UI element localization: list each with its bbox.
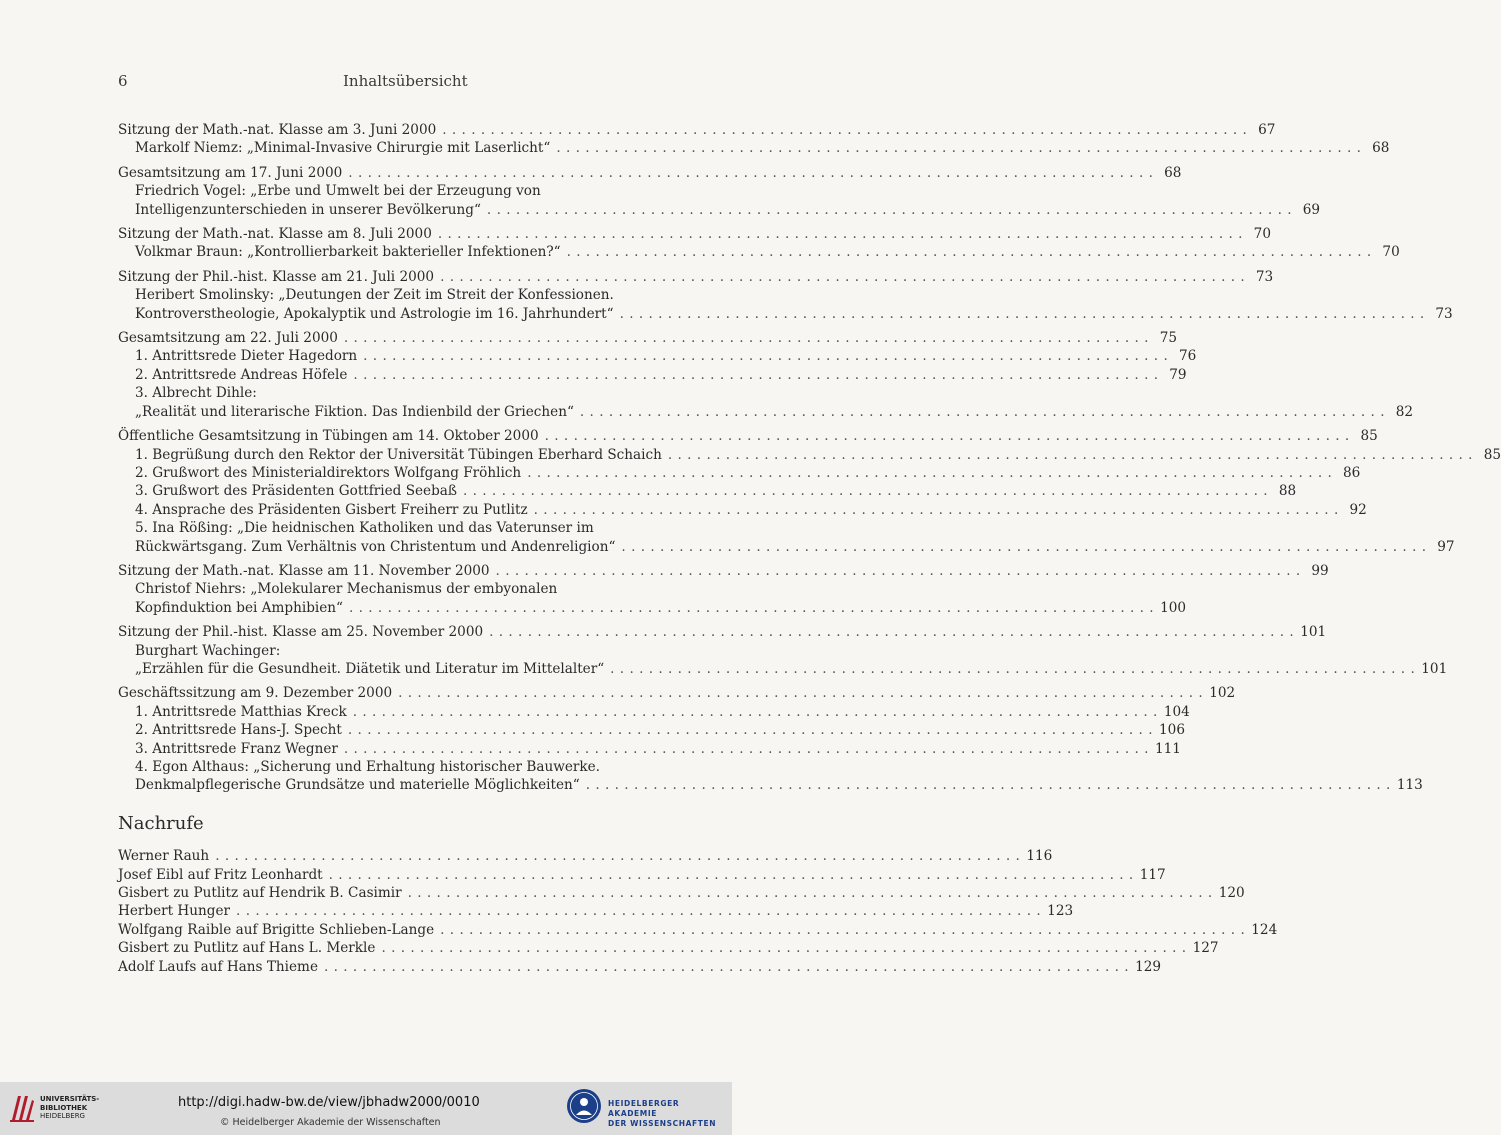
toc-page-number: 99 [1311, 562, 1329, 579]
toc-entry [118, 366, 1187, 384]
toc-entry-text: Intelligenzunterschieden in unserer Bevölkerung“ [135, 201, 481, 218]
toc-page-number: 104 [1163, 703, 1190, 720]
toc-entry-text: 3. Albrecht Dihle: [135, 385, 257, 402]
toc-page-number: 68 [1164, 164, 1182, 181]
toc-page-number: 85 [1360, 428, 1378, 445]
toc-sessions [118, 121, 1501, 795]
toc-entry-text: 1. Antrittsrede Dieter Hagedorn [135, 348, 358, 365]
nachruf-entry-text: Gisbert zu Putlitz auf Hendrik B. Casimir [118, 885, 402, 902]
toc-entry [118, 599, 1187, 617]
toc-entry [118, 538, 1455, 556]
toc-page-number: 97 [1437, 538, 1455, 555]
nachruf-entry [118, 884, 1245, 902]
dot-leader [348, 721, 1153, 739]
toc-page-number: 106 [1159, 722, 1185, 739]
nachruf-entry [118, 902, 1074, 920]
dot-leader [621, 538, 1426, 556]
toc-page-number: 67 [1258, 122, 1276, 138]
toc-group [118, 562, 1329, 617]
hadw-logo-line2: DER WISSENSCHAFTEN [608, 1119, 717, 1128]
toc-session-heading [118, 427, 1378, 445]
toc-page-number: 69 [1302, 201, 1321, 218]
toc-page-number: 102 [1209, 685, 1236, 702]
dot-leader [463, 482, 1268, 500]
toc-entry [118, 446, 1501, 464]
toc-entry [118, 580, 666, 598]
toc-entry [118, 403, 1414, 421]
nachruf-page-number: 127 [1192, 940, 1219, 957]
toc-entry-text: 4. Ansprache des Präsidenten Gisbert Freiherr zu Putlitz [135, 501, 528, 518]
dot-leader [487, 201, 1292, 219]
toc-page-number: 73 [1255, 268, 1274, 285]
dot-leader [545, 427, 1350, 445]
dot-leader [408, 884, 1213, 902]
toc-page-number: 75 [1159, 330, 1178, 347]
toc-entry-text: Gesamtsitzung am 17. Juni 2000 [118, 164, 343, 181]
toc-page-number: 68 [1372, 140, 1390, 157]
toc-entry-text: Sitzung der Math.-nat. Klasse am 11. November 2000 [118, 562, 490, 579]
toc-page-number: 82 [1395, 403, 1414, 420]
toc-entry-text: 2. Grußwort des Ministerialdirektors Wolfgang Fröhlich [135, 464, 522, 481]
toc-entry [118, 703, 1190, 721]
dot-leader [236, 902, 1041, 920]
toc-page-number: 70 [1382, 244, 1400, 261]
toc-session-heading [118, 329, 1178, 347]
dot-leader [496, 562, 1301, 580]
toc-page-number: 73 [1435, 305, 1453, 322]
toc-entry-text: Burghart Wachinger: [135, 642, 281, 659]
toc-entry-text: 2. Antrittsrede Andreas Höfele [135, 366, 348, 383]
nachruf-entry [118, 921, 1278, 939]
toc-entry-text: Sitzung der Phil.-hist. Klasse am 25. November 2000 [118, 624, 484, 641]
dot-leader [534, 501, 1339, 519]
toc-entry-text: Gesamtsitzung am 22. Juli 2000 [118, 330, 338, 347]
nachruf-page-number: 117 [1139, 866, 1166, 883]
toc-page-number: 79 [1169, 366, 1187, 383]
dot-leader [489, 623, 1294, 641]
nachruf-page-number: 123 [1047, 903, 1074, 920]
nachruf-page-number: 120 [1218, 885, 1245, 902]
toc-entry-text: 5. Ina Rößing: „Die heidnischen Katholiken und das Vaterunser im [135, 520, 594, 537]
dot-leader [610, 660, 1415, 678]
dot-leader [580, 403, 1385, 421]
dot-leader [440, 268, 1245, 286]
toc-group [118, 623, 1448, 678]
toc-page-number: 86 [1343, 464, 1361, 481]
copyright-notice: © Heidelberger Akademie der Wissenschaften [220, 1117, 441, 1128]
footer-bar [0, 1082, 732, 1135]
ub-logo-line3: HEIDELBERG [40, 1112, 85, 1120]
nachruf-page-number: 129 [1135, 958, 1162, 975]
toc-entry [118, 501, 1367, 519]
toc-entry [118, 182, 666, 200]
toc-entry-text: Geschäftssitzung am 9. Dezember 2000 [118, 685, 393, 702]
dot-leader [620, 305, 1425, 323]
toc-group [118, 121, 1390, 158]
toc-page-number: 101 [1421, 660, 1448, 677]
toc-page-number: 113 [1396, 777, 1423, 794]
toc-entry [118, 758, 666, 776]
toc-entry-text: Sitzung der Math.-nat. Klasse am 3. Juni 2000 [118, 122, 437, 138]
toc-group [118, 225, 1400, 262]
ub-logo-line1: UNIVERSITÄTS- [40, 1095, 100, 1103]
toc-page-number: 88 [1278, 483, 1297, 500]
nachrufe-list [118, 847, 1278, 976]
nachruf-entry-text: Wolfgang Raible auf Brigitte Schlieben-Lange [118, 921, 435, 938]
nachruf-entry-text: Adolf Laufs auf Hans Thieme [118, 958, 318, 975]
toc-entry-text: Rückwärtsgang. Zum Verhältnis von Christentum und Andenreligion“ [135, 538, 616, 555]
nachruf-entry [118, 847, 1053, 865]
toc-group [118, 329, 1414, 421]
dot-leader [442, 121, 1247, 139]
toc-entry-text: Öffentliche Gesamtsitzung in Tübingen am 14. Oktober 2000 [118, 428, 539, 445]
toc-entry-text: 1. Begrüßung durch den Rektor der Universität Tübingen Eberhard Schaich [135, 446, 662, 463]
toc-entry-text: 3. Grußwort des Präsidenten Gottfried Seebaß [135, 483, 457, 500]
nachruf-page-number: 116 [1026, 848, 1053, 865]
dot-leader [344, 740, 1149, 758]
toc-entry-text: Heribert Smolinsky: „Deutungen der Zeit im Streit der Konfessionen. [135, 287, 614, 304]
ub-heidelberg-logo[interactable] [8, 1092, 108, 1126]
nachruf-entry [118, 958, 1162, 976]
toc-session-heading [118, 225, 1271, 243]
toc-entry-text: 3. Antrittsrede Franz Wegner [135, 740, 338, 757]
toc-entry-text: Christof Niehrs: „Molekularer Mechanismus der embyonalen [135, 581, 558, 598]
toc-entry-text: Volkmar Braun: „Kontrollierbarkeit bakterieller Infektionen?“ [135, 244, 561, 261]
toc-entry [118, 721, 1185, 739]
toc-entry-text: 2. Antrittsrede Hans-J. Specht [135, 722, 342, 739]
dot-leader [438, 225, 1243, 243]
dot-leader [556, 139, 1361, 157]
toc-entry [118, 519, 666, 537]
dot-leader [668, 446, 1473, 464]
toc-entry [118, 642, 666, 660]
permalink-url[interactable]: http://digi.hadw-bw.de/view/jbhadw2000/0010 [178, 1095, 480, 1110]
dot-leader [353, 703, 1158, 721]
toc-entry [118, 464, 1361, 482]
nachruf-entry-text: Werner Rauh [118, 848, 210, 865]
toc-entry-text: Kopfinduktion bei Amphibien“ [135, 599, 343, 616]
toc-entry [118, 305, 1453, 323]
toc-page-number: 70 [1253, 226, 1271, 243]
toc-entry-text: 1. Antrittsrede Matthias Kreck [135, 703, 347, 720]
toc-page-number: 85 [1483, 446, 1501, 463]
toc-session-heading [118, 562, 1329, 580]
toc-entry-text: Sitzung der Math.-nat. Klasse am 8. Juli 2000 [118, 226, 432, 243]
toc-entry [118, 660, 1448, 678]
nachruf-entry-text: Gisbert zu Putlitz auf Hans L. Merkle [118, 940, 376, 957]
hadw-seal-icon [566, 1088, 602, 1124]
toc-entry [118, 347, 1197, 365]
nachruf-page-number: 124 [1251, 921, 1278, 938]
toc-group [118, 268, 1453, 323]
dot-leader [349, 599, 1154, 617]
toc-page-number: 92 [1349, 501, 1367, 518]
hadw-logo-text [608, 1099, 726, 1129]
toc-entry-text: Markolf Niemz: „Minimal-Invasive Chirurgie mit Laserlicht“ [135, 140, 551, 157]
toc-group [118, 427, 1501, 556]
hadw-logo-line1: HEIDELBERGER AKADEMIE [608, 1099, 680, 1118]
toc-page-number: 100 [1160, 599, 1187, 616]
running-title: Inhaltsübersicht [343, 72, 468, 90]
toc-entry [118, 201, 1321, 219]
dot-leader [398, 684, 1203, 702]
ub-logo-line2: BIBLIOTHEK [40, 1103, 88, 1112]
toc-entry-text: „Erzählen für die Gesundheit. Diätetik und Literatur im Mittelalter“ [135, 660, 605, 677]
dot-leader [348, 164, 1153, 182]
dot-leader [381, 939, 1186, 957]
toc-session-heading [118, 121, 1276, 139]
nachrufe-heading: Nachrufe [118, 812, 204, 834]
toc-entry [118, 286, 666, 304]
toc-session-heading [118, 268, 1274, 286]
toc-entry-text: 4. Egon Althaus: „Sicherung und Erhaltung historischer Bauwerke. [135, 759, 601, 775]
toc-entry [118, 740, 1181, 758]
toc-entry [118, 776, 1423, 794]
toc-group [118, 684, 1423, 794]
dot-leader [527, 464, 1332, 482]
toc-page-number: 111 [1155, 740, 1181, 757]
hadw-logo[interactable] [566, 1088, 726, 1130]
toc-group [118, 164, 1321, 219]
toc-entry [118, 384, 666, 402]
dot-leader [344, 329, 1149, 347]
toc-entry [118, 482, 1297, 500]
dot-leader [353, 366, 1158, 384]
ub-logo-text [40, 1095, 99, 1121]
toc-entry-text: Sitzung der Phil.-hist. Klasse am 21. Juli 2000 [118, 268, 435, 285]
dot-leader [567, 243, 1372, 261]
toc-session-heading [118, 684, 1236, 702]
nachruf-entry-text: Herbert Hunger [118, 903, 231, 920]
nachruf-entry-text: Josef Eibl auf Fritz Leonhardt [118, 866, 323, 883]
toc-entry-text: Denkmalpflegerische Grundsätze und materielle Möglichkeiten“ [135, 777, 580, 794]
toc-session-heading [118, 623, 1327, 641]
dot-leader [363, 347, 1168, 365]
dot-leader [440, 921, 1245, 939]
table-of-contents [118, 121, 1501, 976]
toc-page-number: 76 [1178, 348, 1197, 365]
dot-leader [329, 866, 1134, 884]
toc-entry [118, 243, 1400, 261]
toc-entry-text: „Realität und literarische Fiktion. Das Indienbild der Griechen“ [135, 403, 574, 420]
dot-leader [586, 776, 1391, 794]
page-number: 6 [118, 72, 128, 90]
nachruf-entry [118, 866, 1166, 884]
toc-entry-text: Friedrich Vogel: „Erbe und Umwelt bei der Erzeugung von [135, 183, 541, 200]
toc-session-heading [118, 164, 1182, 182]
toc-entry [118, 139, 1390, 157]
nachruf-entry [118, 939, 1219, 957]
toc-page-number: 101 [1300, 624, 1327, 641]
ub-logo-mark-icon [8, 1092, 36, 1124]
toc-entry-text: Kontroverstheologie, Apokalyptik und Astrologie im 16. Jahrhundert“ [135, 305, 614, 322]
dot-leader [215, 847, 1020, 865]
dot-leader [324, 958, 1129, 976]
